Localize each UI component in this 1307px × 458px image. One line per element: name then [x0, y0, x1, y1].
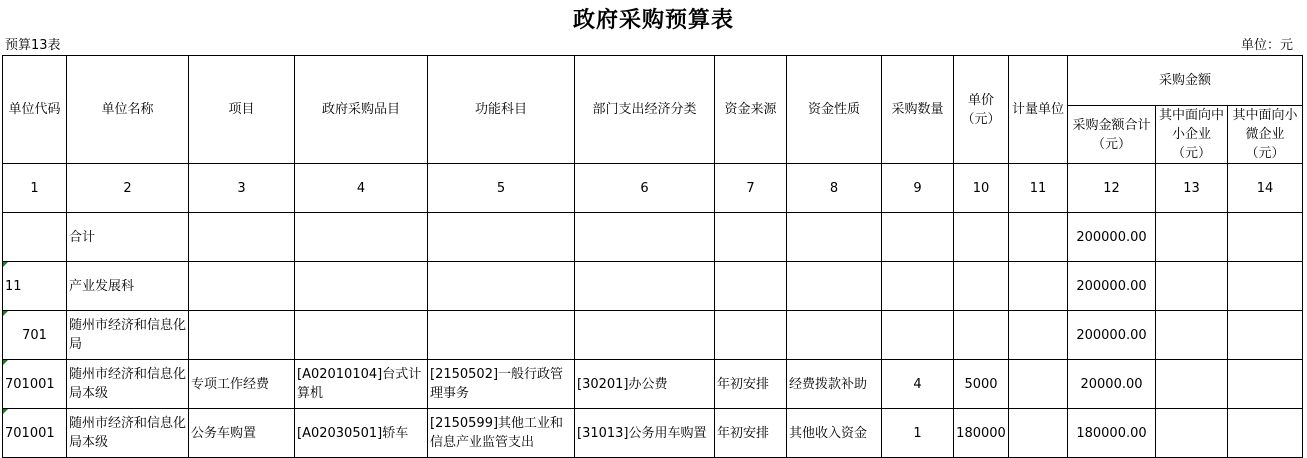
- col-number[interactable]: 3: [189, 164, 295, 213]
- header-fund-source[interactable]: 资金来源: [715, 56, 787, 164]
- cell-measure-unit[interactable]: [1009, 409, 1068, 458]
- col-number[interactable]: 2: [67, 164, 189, 213]
- cell-fund-nature[interactable]: 经费拨款补助: [787, 360, 882, 409]
- cell-amount-total[interactable]: 200000.00: [1068, 311, 1156, 360]
- cell-fund-source[interactable]: [715, 213, 787, 262]
- col-number[interactable]: 12: [1068, 164, 1156, 213]
- col-number[interactable]: 7: [715, 164, 787, 213]
- cell-project[interactable]: [189, 213, 295, 262]
- col-number[interactable]: 5: [428, 164, 575, 213]
- header-project[interactable]: 项目: [189, 56, 295, 164]
- cell-dept-econ[interactable]: [575, 262, 715, 311]
- cell-amount-total[interactable]: 200000.00: [1068, 262, 1156, 311]
- cell-dept-econ[interactable]: [575, 311, 715, 360]
- header-amount-sme[interactable]: 其中面向中小企业（元）: [1156, 106, 1228, 164]
- table-row: [3, 213, 1303, 262]
- cell-gov-item[interactable]: [295, 213, 428, 262]
- col-number[interactable]: 8: [787, 164, 882, 213]
- header-row: [3, 56, 1303, 106]
- cell-qty[interactable]: 4: [882, 360, 954, 409]
- col-number[interactable]: 10: [954, 164, 1009, 213]
- cell-measure-unit[interactable]: [1009, 213, 1068, 262]
- header-amount-micro[interactable]: 其中面向小微企业（元）: [1228, 106, 1303, 164]
- unit-label: 单位：元: [1240, 38, 1293, 53]
- cell-gov-item[interactable]: [A02030501]轿车: [295, 409, 428, 458]
- header-measure-unit[interactable]: 计量单位: [1009, 56, 1068, 164]
- cell-func-subject[interactable]: [428, 213, 575, 262]
- header-gov-item[interactable]: 政府采购品目: [295, 56, 428, 164]
- cell-qty[interactable]: [882, 213, 954, 262]
- cell-amount-micro[interactable]: [1228, 213, 1303, 262]
- table-row: [3, 409, 1303, 458]
- header-unit-price[interactable]: 单价（元）: [954, 56, 1009, 164]
- cell-amount-sme[interactable]: [1156, 213, 1228, 262]
- cell-unit-price[interactable]: [954, 213, 1009, 262]
- cell-fund-nature[interactable]: [787, 213, 882, 262]
- cell-gov-item[interactable]: [295, 311, 428, 360]
- cell-amount-total[interactable]: 200000.00: [1068, 213, 1156, 262]
- cell-dept-econ[interactable]: [575, 213, 715, 262]
- cell-qty[interactable]: [882, 311, 954, 360]
- header-unit-code[interactable]: 单位代码: [3, 56, 67, 164]
- cell-fund-nature[interactable]: [787, 311, 882, 360]
- header-dept-econ[interactable]: 部门支出经济分类: [575, 56, 715, 164]
- col-number[interactable]: 9: [882, 164, 954, 213]
- cell-unit-price[interactable]: [954, 311, 1009, 360]
- page-title: 政府采购预算表: [572, 7, 734, 33]
- col-number[interactable]: 6: [575, 164, 715, 213]
- cell-project[interactable]: [189, 262, 295, 311]
- cell-measure-unit[interactable]: [1009, 360, 1068, 409]
- cell-qty[interactable]: [882, 262, 954, 311]
- cell-amount-sme[interactable]: [1156, 262, 1228, 311]
- col-number[interactable]: 14: [1228, 164, 1303, 213]
- header-fund-nature[interactable]: 资金性质: [787, 56, 882, 164]
- cell-dept-econ[interactable]: [30201]办公费: [575, 360, 715, 409]
- cell-unit-name[interactable]: 随州市经济和信息化局本级: [67, 409, 189, 458]
- cell-project[interactable]: 公务车购置: [189, 409, 295, 458]
- budget-table: [2, 55, 1303, 458]
- cell-unit-code[interactable]: 701001: [3, 360, 67, 409]
- header-amount-total[interactable]: 采购金额合计（元）: [1068, 106, 1156, 164]
- column-number-row: [3, 164, 1303, 213]
- cell-fund-source[interactable]: [715, 311, 787, 360]
- cell-amount-sme[interactable]: [1156, 409, 1228, 458]
- cell-func-subject[interactable]: [428, 262, 575, 311]
- col-number[interactable]: 4: [295, 164, 428, 213]
- cell-fund-source[interactable]: 年初安排: [715, 360, 787, 409]
- cell-project[interactable]: [189, 311, 295, 360]
- col-number[interactable]: 13: [1156, 164, 1228, 213]
- header-unit-name[interactable]: 单位名称: [67, 56, 189, 164]
- cell-project[interactable]: 专项工作经费: [189, 360, 295, 409]
- form-number: 预算13表: [5, 38, 61, 53]
- cell-amount-micro[interactable]: [1228, 360, 1303, 409]
- table-row: [3, 262, 1303, 311]
- cell-measure-unit[interactable]: [1009, 262, 1068, 311]
- cell-func-subject[interactable]: [2150502]一般行政管理事务: [428, 360, 575, 409]
- cell-fund-source[interactable]: 年初安排: [715, 409, 787, 458]
- cell-amount-total[interactable]: 180000.00: [1068, 409, 1156, 458]
- cell-unit-code[interactable]: 701001: [3, 409, 67, 458]
- table-row: [3, 311, 1303, 360]
- cell-amount-sme[interactable]: [1156, 311, 1228, 360]
- cell-unit-name[interactable]: 产业发展科: [67, 262, 189, 311]
- table-row: [3, 360, 1303, 409]
- cell-amount-sme[interactable]: [1156, 360, 1228, 409]
- cell-unit-price[interactable]: 5000: [954, 360, 1009, 409]
- cell-measure-unit[interactable]: [1009, 311, 1068, 360]
- header-qty[interactable]: 采购数量: [882, 56, 954, 164]
- cell-unit-name[interactable]: 合计: [67, 213, 189, 262]
- cell-gov-item[interactable]: [295, 262, 428, 311]
- cell-amount-micro[interactable]: [1228, 311, 1303, 360]
- cell-fund-nature[interactable]: [787, 262, 882, 311]
- cell-amount-micro[interactable]: [1228, 409, 1303, 458]
- cell-amount-total[interactable]: 20000.00: [1068, 360, 1156, 409]
- header-func-subject[interactable]: 功能科目: [428, 56, 575, 164]
- cell-unit-code[interactable]: 701: [3, 311, 67, 360]
- cell-unit-name[interactable]: 随州市经济和信息化局: [67, 311, 189, 360]
- col-number[interactable]: 1: [3, 164, 67, 213]
- cell-unit-code[interactable]: [3, 213, 67, 262]
- cell-qty[interactable]: 1: [882, 409, 954, 458]
- cell-func-subject[interactable]: [428, 311, 575, 360]
- cell-dept-econ[interactable]: [31013]公务用车购置: [575, 409, 715, 458]
- header-amount-group[interactable]: 采购金额: [1068, 56, 1303, 106]
- cell-amount-micro[interactable]: [1228, 262, 1303, 311]
- cell-gov-item[interactable]: [A02010104]台式计算机: [295, 360, 428, 409]
- cell-unit-price[interactable]: 180000: [954, 409, 1009, 458]
- cell-unit-code[interactable]: 11: [3, 262, 67, 311]
- cell-unit-name[interactable]: 随州市经济和信息化局本级: [67, 360, 189, 409]
- cell-func-subject[interactable]: [2150599]其他工业和信息产业监管支出: [428, 409, 575, 458]
- cell-fund-nature[interactable]: 其他收入资金: [787, 409, 882, 458]
- cell-unit-price[interactable]: [954, 262, 1009, 311]
- cell-fund-source[interactable]: [715, 262, 787, 311]
- col-number[interactable]: 11: [1009, 164, 1068, 213]
